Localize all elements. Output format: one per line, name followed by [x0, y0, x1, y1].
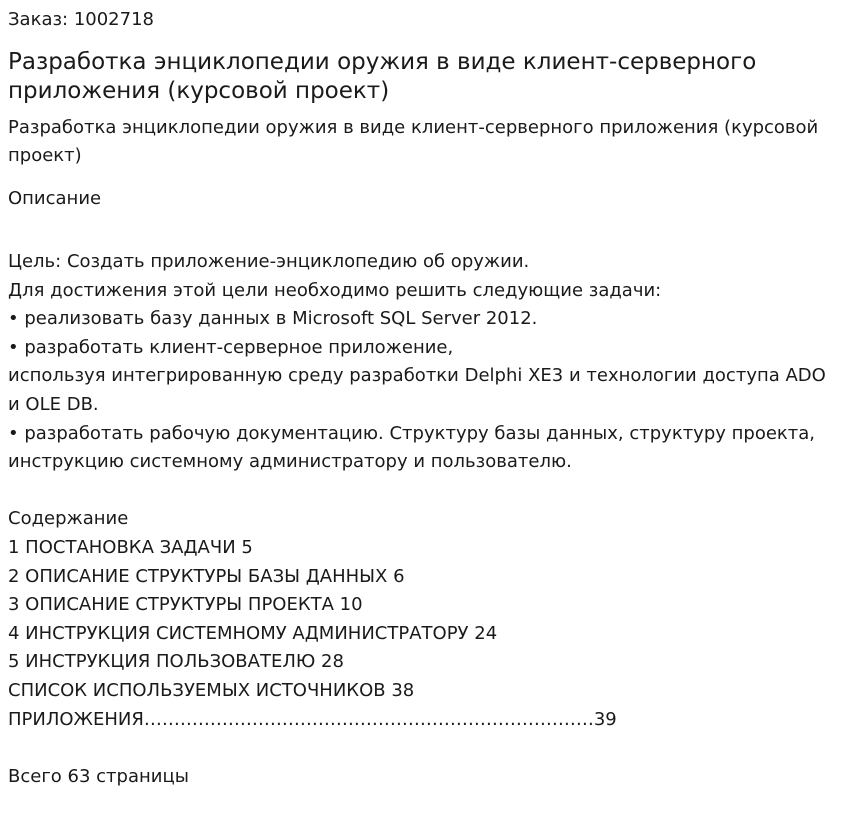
order-number: Заказ: 1002718	[8, 9, 154, 30]
description-heading: Описание	[8, 188, 102, 209]
contents-item: 5 ИНСТРУКЦИЯ ПОЛЬЗОВАТЕЛЮ 28	[8, 651, 344, 673]
page-title: Разработка энциклопедии оружия в виде клиент-серверного приложения (курсовой проект)	[8, 49, 757, 104]
contents-heading: Содержание	[8, 508, 129, 530]
spacer	[8, 477, 838, 506]
contents-item: СПИСОК ИСПОЛЬЗУЕМЫХ ИСТОЧНИКОВ 38	[8, 679, 415, 701]
task-item-app: • разработать клиент-серверное приложение,	[8, 336, 454, 358]
task-item-app-detail: используя интегрированную среду разработки Delphi XE3 и технологии доступа ADO и OLE DB.	[8, 365, 826, 415]
contents-item: 4 ИНСТРУКЦИЯ СИСТЕМНОМУ АДМИНИСТРАТОРУ 24	[8, 622, 498, 644]
contents-item: 2 ОПИСАНИЕ СТРУКТУРЫ БАЗЫ ДАННЫХ 6	[8, 565, 405, 587]
task-item-database: • реализовать базу данных в Microsoft SQL Server 2012.	[8, 308, 538, 330]
contents-item: ПРИЛОЖЕНИЯ…………………………………………………………………39	[8, 708, 617, 730]
total-pages: Всего 63 страницы	[8, 765, 189, 787]
contents-item: 3 ОПИСАНИЕ СТРУКТУРЫ ПРОЕКТА 10	[8, 594, 363, 616]
goal-line: Цель: Создать приложение-энциклопедию об оружии.	[8, 251, 530, 272]
page-subtitle: Разработка энциклопедии оружия в виде клиент-серверного приложения (курсовой проект)	[8, 117, 819, 166]
description-body	[8, 248, 838, 791]
task-item-docs: • разработать рабочую документацию. Структуру базы данных, структуру проекта, инструкцию системному администратору и пользователю.	[8, 422, 816, 473]
spacer	[8, 734, 838, 763]
tasks-intro-line: Для достижения этой цели необходимо решить следующие задачи:	[8, 279, 662, 301]
contents-item: 1 ПОСТАНОВКА ЗАДАЧИ 5	[8, 536, 253, 558]
